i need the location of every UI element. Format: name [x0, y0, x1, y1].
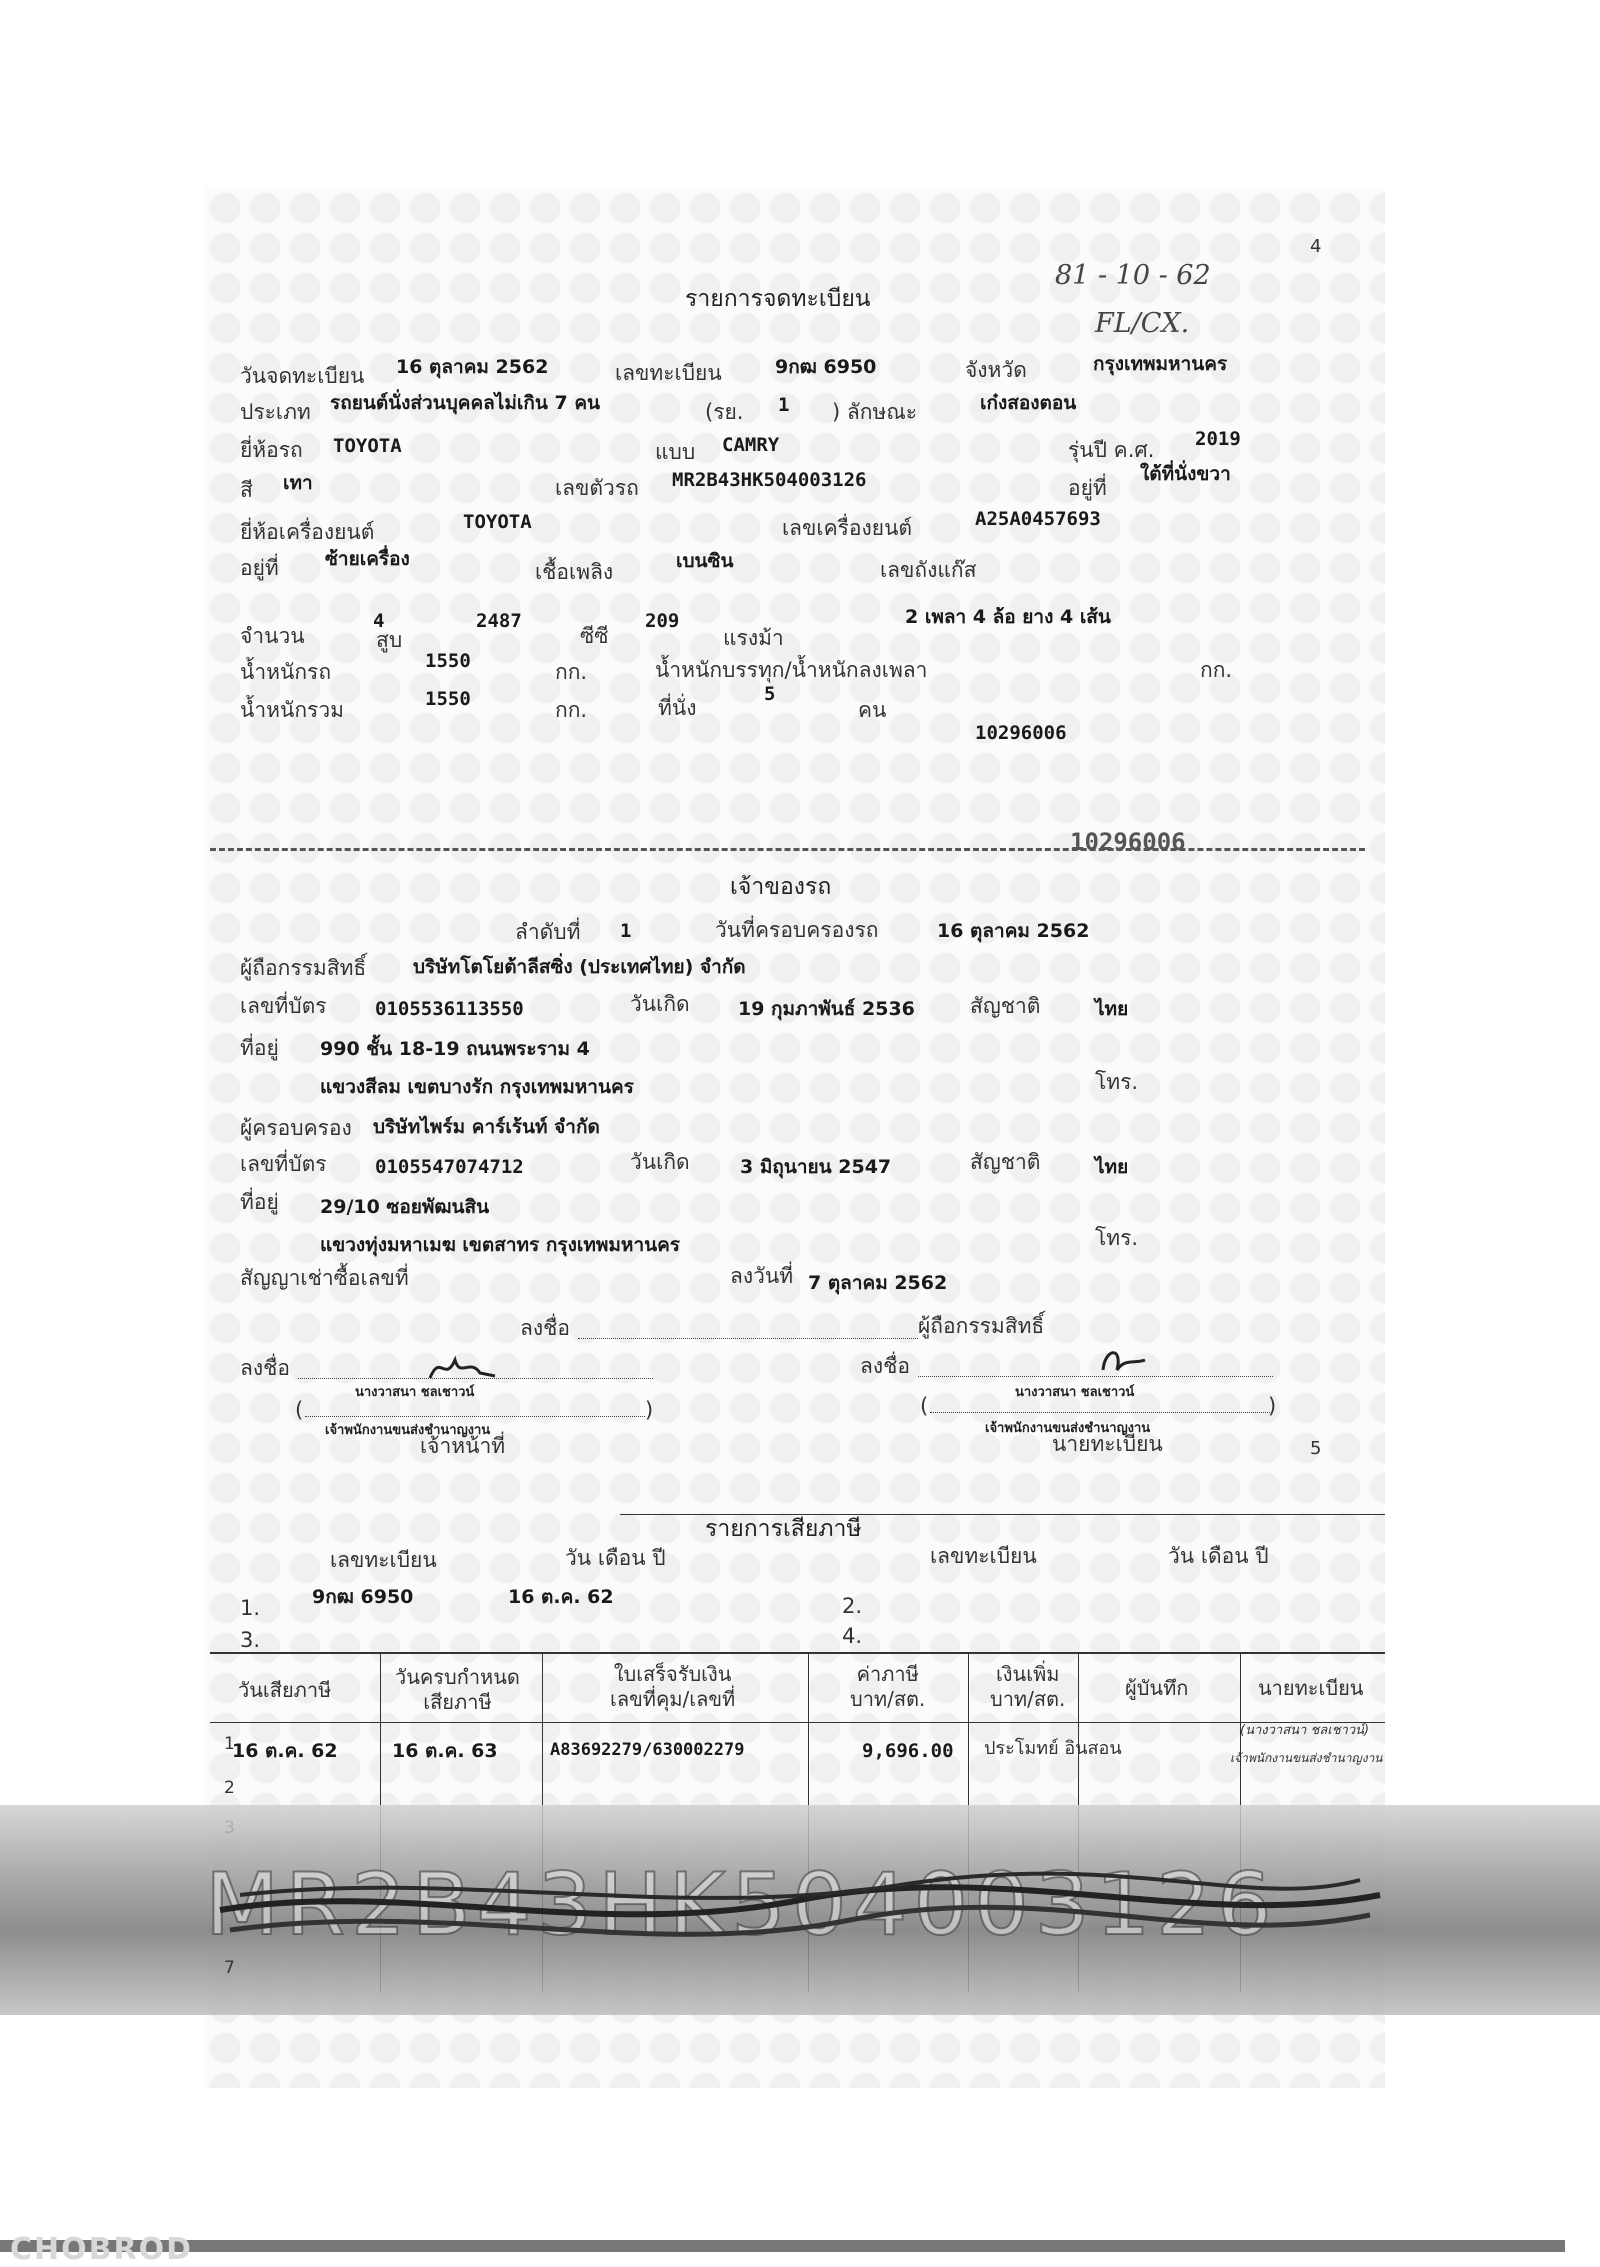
province: กรุงเทพมหานคร	[1093, 353, 1228, 375]
open-paren-left: (	[295, 1398, 304, 1422]
tax-row-recorder: ประโมทย์ อินสอน	[984, 1738, 1122, 1759]
weight-label: น้ำหนักรถ	[240, 660, 332, 684]
weight: 1550	[425, 650, 471, 672]
faded-ref-no: 10296006	[1070, 828, 1186, 856]
tax-header-receipt: ใบเสร็จรับเงิน เลขที่คุม/เลขที่	[610, 1662, 736, 1711]
sign-holder-label: ลงชื่อ	[520, 1316, 570, 1340]
holder-id: 0105536113550	[375, 998, 524, 1020]
holder-label: ผู้ถือกรรมสิทธิ์	[240, 956, 367, 980]
occupant-tel-label: โทร.	[1095, 1226, 1139, 1250]
ref-no: 10296006	[975, 722, 1067, 744]
engine-brand: TOYOTA	[463, 511, 532, 533]
cylinder-label: สูบ	[376, 628, 403, 652]
possess-date: 16 ตุลาคม 2562	[937, 920, 1090, 942]
model: CAMRY	[722, 434, 780, 456]
tax-entry-no-1: 1.	[240, 1596, 261, 1620]
occupant-addr1: 29/10 ซอยพัฒนสิน	[320, 1196, 490, 1218]
sign-officer-label: ลงชื่อ	[240, 1356, 290, 1380]
lease-date-label: ลงวันที่	[730, 1264, 794, 1288]
axle-wheel: 2 เพลา 4 ล้อ ยาง 4 เส้น	[905, 606, 1111, 628]
tax-table-top	[210, 1652, 1385, 1654]
possess-label: วันที่ครอบครองรถ	[715, 918, 879, 942]
color-label: สี	[240, 478, 253, 502]
officer-name-left: นางวาสนา ชลเชาวน์	[355, 1385, 475, 1400]
lease-label: สัญญาเช่าซื้อเลขที่	[240, 1266, 409, 1290]
seats: 5	[764, 683, 776, 705]
officer-role: เจ้าหน้าที่	[420, 1434, 506, 1458]
engine-no: A25A0457693	[975, 508, 1101, 530]
tax-row-registrar-pos: เจ้าพนักงานขนส่งชำนาญงาน	[1230, 1751, 1383, 1765]
occupant-id-label: เลขที่บัตร	[240, 1152, 327, 1176]
plate: 9กฒ 6950	[775, 356, 877, 378]
province-label: จังหวัด	[965, 358, 1027, 382]
registration-title: รายการจดทะเบียน	[685, 286, 871, 312]
close-paren-right: )	[1268, 1394, 1277, 1418]
holder-name: บริษัทโตโยต้าลีสซิ่ง (ประเทศไทย) จำกัด	[413, 956, 746, 978]
smeared-vin: MR2B43HK504003126	[205, 1855, 1278, 1955]
officer-position-left: เจ้าพนักงานขนส่งชำนาญงาน	[325, 1423, 491, 1438]
tax-row-no-1: 1	[224, 1734, 235, 1754]
tax-header-recorder: ผู้บันทึก	[1125, 1676, 1189, 1700]
tax-header-due: วันครบกำหนด เสียภาษี	[395, 1665, 520, 1714]
occupant-addr-label: ที่อยู่	[240, 1190, 279, 1214]
tax-row-amount: 9,696.00	[862, 1740, 954, 1762]
brand: TOYOTA	[333, 435, 402, 457]
handwritten-code: FL/CX.	[1095, 308, 1190, 339]
tax-plate-label-right: เลขทะเบียน	[930, 1544, 1037, 1568]
plate-label: เลขทะเบียน	[615, 361, 722, 385]
page-number-mid: 5	[1310, 1438, 1322, 1459]
color: เทา	[283, 472, 313, 494]
tax-row-paid: 16 ต.ค. 62	[232, 1740, 338, 1762]
year: 2019	[1195, 428, 1241, 450]
holder-nation: ไทย	[1095, 998, 1129, 1020]
gross-weight: 1550	[425, 688, 471, 710]
tax-row-registrar: (นางวาสนา ชลเชาวน์)	[1240, 1723, 1370, 1738]
paren-line-right	[930, 1412, 1270, 1413]
kg-label-1: กก.	[555, 660, 588, 684]
tax-row-receipt: A83692279/630002279	[550, 1740, 745, 1760]
vin-location: ใต้ที่นั่งขวา	[1140, 463, 1231, 485]
tax-title: รายการเสียภาษี	[705, 1516, 862, 1542]
person-label: คน	[858, 698, 887, 722]
occupant-label: ผู้ครอบครอง	[240, 1116, 352, 1140]
registrar-signature-icon	[1095, 1340, 1175, 1380]
tax-row-due: 16 ต.ค. 63	[392, 1740, 498, 1762]
tax-date-label-right: วัน เดือน ปี	[1168, 1544, 1269, 1568]
fuel: เบนซิน	[676, 550, 734, 572]
tax-row-no-7: 7	[224, 1958, 235, 1978]
occupant-addr2: แขวงทุ่งมหาเมฆ เขตสาทร กรุงเทพมหานคร	[320, 1234, 681, 1256]
sign-holder-suffix: ผู้ถือกรรมสิทธิ์	[918, 1314, 1045, 1338]
hp-label: แรงม้า	[723, 626, 784, 650]
lease-date: 7 ตุลาคม 2562	[808, 1272, 948, 1294]
gas-tank-label: เลขถังแก๊ส	[880, 558, 977, 582]
handwritten-date: 81 - 10 - 62	[1055, 260, 1211, 291]
engine-brand-label: ยี่ห้อเครื่องยนต์	[240, 520, 375, 544]
cylinders: 4	[373, 610, 385, 632]
holder-addr1: 990 ชั้น 18-19 ถนนพระราม 4	[320, 1038, 590, 1060]
occupant-birth: 3 มิถุนายน 2547	[740, 1156, 892, 1178]
vehicle-type: รถยนต์นั่งส่วนบุคคลไม่เกิน 7 คน	[330, 392, 601, 414]
body-label: ) ลักษณะ	[832, 400, 918, 424]
occupant-birth-label: วันเกิด	[630, 1150, 690, 1174]
brand-label: ยี่ห้อรถ	[240, 438, 303, 462]
holder-id-label: เลขที่บัตร	[240, 994, 327, 1018]
cc-label: ซีซี	[580, 624, 609, 648]
occupant-nation: ไทย	[1095, 1156, 1129, 1178]
watermark: CHOBROD	[10, 2232, 193, 2267]
type-code-prefix: (รย.	[705, 400, 744, 424]
registrar-role: นายทะเบียน	[1052, 1432, 1163, 1456]
sign-holder-line	[578, 1338, 918, 1339]
holder-addr-label: ที่อยู่	[240, 1036, 279, 1060]
tax-entry-plate-1: 9กฒ 6950	[312, 1586, 414, 1608]
officer-signature-icon	[425, 1348, 505, 1388]
year-label: รุ่นปี ค.ศ.	[1068, 438, 1155, 462]
holder-addr2: แขวงสีลม เขตบางรัก กรุงเทพมหานคร	[320, 1076, 634, 1098]
close-paren-left: )	[645, 1398, 654, 1422]
tax-top-rule	[620, 1514, 1385, 1515]
holder-nation-label: สัญชาติ	[970, 994, 1041, 1018]
type-label: ประเภท	[240, 400, 311, 424]
tax-date-label-left: วัน เดือน ปี	[565, 1546, 666, 1570]
count-label: จำนวน	[240, 624, 305, 648]
vin-label: เลขตัวรถ	[555, 476, 639, 500]
engine-no-label: เลขเครื่องยนต์	[782, 516, 913, 540]
type-code: 1	[778, 394, 790, 416]
section-divider	[210, 848, 1365, 851]
scan-bottom-bar	[0, 2240, 1565, 2252]
occupant-nation-label: สัญชาติ	[970, 1150, 1041, 1174]
tax-table-header-bottom	[210, 1722, 1385, 1723]
tax-entry-no-3: 3.	[240, 1628, 261, 1652]
vin-loc-label: อยู่ที่	[1068, 476, 1107, 500]
kg-label-3: กก.	[555, 698, 588, 722]
seats-label: ที่นั่ง	[658, 696, 697, 720]
page-number-top: 4	[1310, 236, 1322, 257]
gross-label: น้ำหนักรวม	[240, 698, 344, 722]
reg-date: 16 ตุลาคม 2562	[396, 356, 549, 378]
officer-position-right: เจ้าพนักงานขนส่งชำนาญงาน	[985, 1421, 1151, 1436]
tax-header-amount: ค่าภาษี บาท/สต.	[850, 1662, 926, 1711]
tax-entry-no-2: 2.	[842, 1594, 863, 1618]
occupant-name: บริษัทไพร์ม คาร์เร้นท์ จำกัด	[373, 1116, 600, 1138]
seq-label: ลำดับที่	[515, 920, 581, 944]
paren-line-left	[305, 1416, 645, 1417]
model-label: แบบ	[655, 440, 696, 464]
holder-birth: 19 กุมภาพันธ์ 2536	[738, 998, 915, 1020]
tax-entry-no-4: 4.	[842, 1624, 863, 1648]
holder-tel-label: โทร.	[1095, 1070, 1139, 1094]
occupant-id: 0105547074712	[375, 1156, 524, 1178]
tax-entry-date-1: 16 ต.ค. 62	[508, 1586, 614, 1608]
holder-birth-label: วันเกิด	[630, 992, 690, 1016]
vin: MR2B43HK504003126	[672, 469, 867, 491]
horsepower: 209	[645, 610, 680, 632]
engine-cc: 2487	[476, 610, 522, 632]
reg-date-label: วันจดทะเบียน	[240, 364, 365, 388]
body-style: เก๋งสองตอน	[980, 392, 1077, 414]
tax-header-extra: เงินเพิ่ม บาท/สต.	[990, 1662, 1066, 1711]
load-label: น้ำหนักบรรทุก/น้ำหนักลงเพลา	[655, 658, 928, 682]
kg-label-2: กก.	[1200, 658, 1233, 682]
engine-location: ซ้ายเครื่อง	[325, 548, 410, 570]
open-paren-right: (	[920, 1394, 929, 1418]
sign-registrar-label: ลงชื่อ	[860, 1354, 910, 1378]
tax-header-registrar: นายทะเบียน	[1258, 1676, 1364, 1700]
engine-loc-label: อยู่ที่	[240, 556, 279, 580]
owner-title: เจ้าของรถ	[730, 874, 832, 900]
tax-plate-label-left: เลขทะเบียน	[330, 1548, 437, 1572]
tax-row-no-2: 2	[224, 1778, 235, 1798]
seq: 1	[620, 920, 632, 942]
officer-name-right: นางวาสนา ชลเชาวน์	[1015, 1385, 1135, 1400]
fuel-label: เชื้อเพลิง	[535, 560, 614, 584]
scribble-icon	[200, 1840, 1400, 1990]
tax-header-paid: วันเสียภาษี	[238, 1678, 332, 1702]
